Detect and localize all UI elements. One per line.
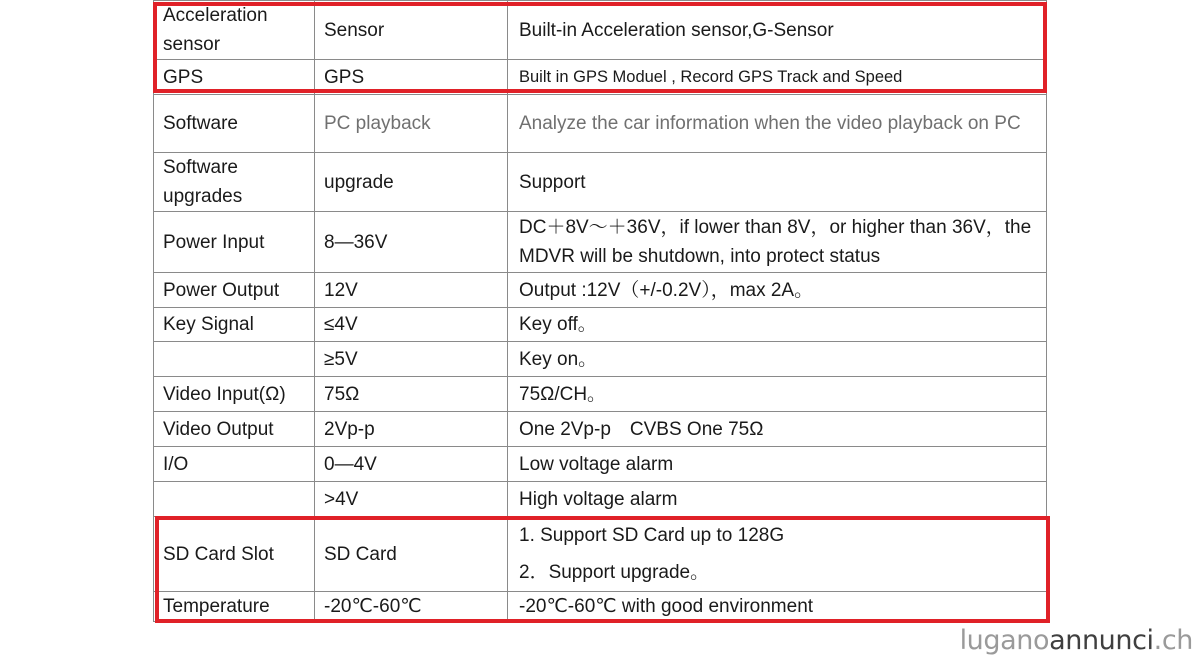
spec-label: Video Input(Ω) [154, 377, 315, 412]
spec-parameter: -20℃-60℃ [315, 592, 508, 622]
spec-label: Acceleration sensor [154, 1, 315, 60]
watermark-part: lugano [959, 625, 1050, 656]
spec-label: Software upgrades [154, 153, 315, 212]
spec-description: DC＋8V～＋36V，if lower than 8V，or higher than 36V，the MDVR will be shutdown, into protect status [508, 212, 1047, 273]
sd-feature-line: 1. Support SD Card up to 128G [519, 525, 785, 546]
spec-parameter: ≤4V [315, 308, 508, 342]
spec-description: Key on。 [508, 342, 1047, 377]
spec-label: Video Output [154, 412, 315, 447]
table-row [154, 273, 1047, 308]
table-row [154, 60, 1047, 95]
spec-parameter: 8—36V [315, 212, 508, 273]
table-row [154, 377, 1047, 412]
spec-description: High voltage alarm [508, 482, 1047, 517]
spec-parameter: upgrade [315, 153, 508, 212]
table-row [154, 1, 1047, 60]
spec-description: Support [508, 153, 1047, 212]
spec-description: Built-in Acceleration sensor,G-Sensor [508, 1, 1047, 60]
spec-description: Key off。 [508, 308, 1047, 342]
spec-description: Built in GPS Moduel , Record GPS Track and Speed [508, 60, 1047, 95]
spec-parameter: >4V [315, 482, 508, 517]
table-row [154, 308, 1047, 342]
spec-label: Software [154, 95, 315, 153]
spec-label: Key Signal [154, 308, 315, 342]
spec-description: -20℃-60℃ with good environment [508, 592, 1047, 622]
spec-parameter: PC playback [315, 95, 508, 153]
spec-parameter: ≥5V [315, 342, 508, 377]
watermark-logo [960, 625, 1193, 656]
spec-label: Temperature [154, 592, 315, 622]
table-row [154, 447, 1047, 482]
spec-description: Low voltage alarm [508, 447, 1047, 482]
spec-label: I/O [154, 447, 315, 482]
spec-label: Power Output [154, 273, 315, 308]
watermark-part: annunci [1049, 625, 1154, 656]
table-row [154, 95, 1047, 153]
spec-parameter: 75Ω [315, 377, 508, 412]
sd-feature-line: 2．Support upgrade。 [519, 562, 710, 583]
spec-parameter: Sensor [315, 1, 508, 60]
spec-description: Analyze the car information when the video playback on PC [508, 95, 1047, 153]
table-row [154, 517, 1047, 592]
spec-description [508, 517, 1047, 592]
spec-label [154, 342, 315, 377]
spec-label [154, 482, 315, 517]
spec-description: One 2Vp-p CVBS One 75Ω [508, 412, 1047, 447]
spec-parameter: SD Card [315, 517, 508, 592]
spec-parameter: 12V [315, 273, 508, 308]
spec-label: SD Card Slot [154, 517, 315, 592]
table-row [154, 412, 1047, 447]
spec-parameter: 2Vp-p [315, 412, 508, 447]
table-row [154, 592, 1047, 622]
table-row [154, 482, 1047, 517]
spec-label: GPS [154, 60, 315, 95]
spec-description: 75Ω/CH。 [508, 377, 1047, 412]
table-row [154, 212, 1047, 273]
spec-description: Output :12V（+/-0.2V），max 2A。 [508, 273, 1047, 308]
watermark-part: .ch [1153, 625, 1193, 656]
spec-parameter: GPS [315, 60, 508, 95]
spec-label: Power Input [154, 212, 315, 273]
spec-parameter: 0—4V [315, 447, 508, 482]
spec-table [153, 0, 1047, 622]
table-row [154, 153, 1047, 212]
table-row [154, 342, 1047, 377]
